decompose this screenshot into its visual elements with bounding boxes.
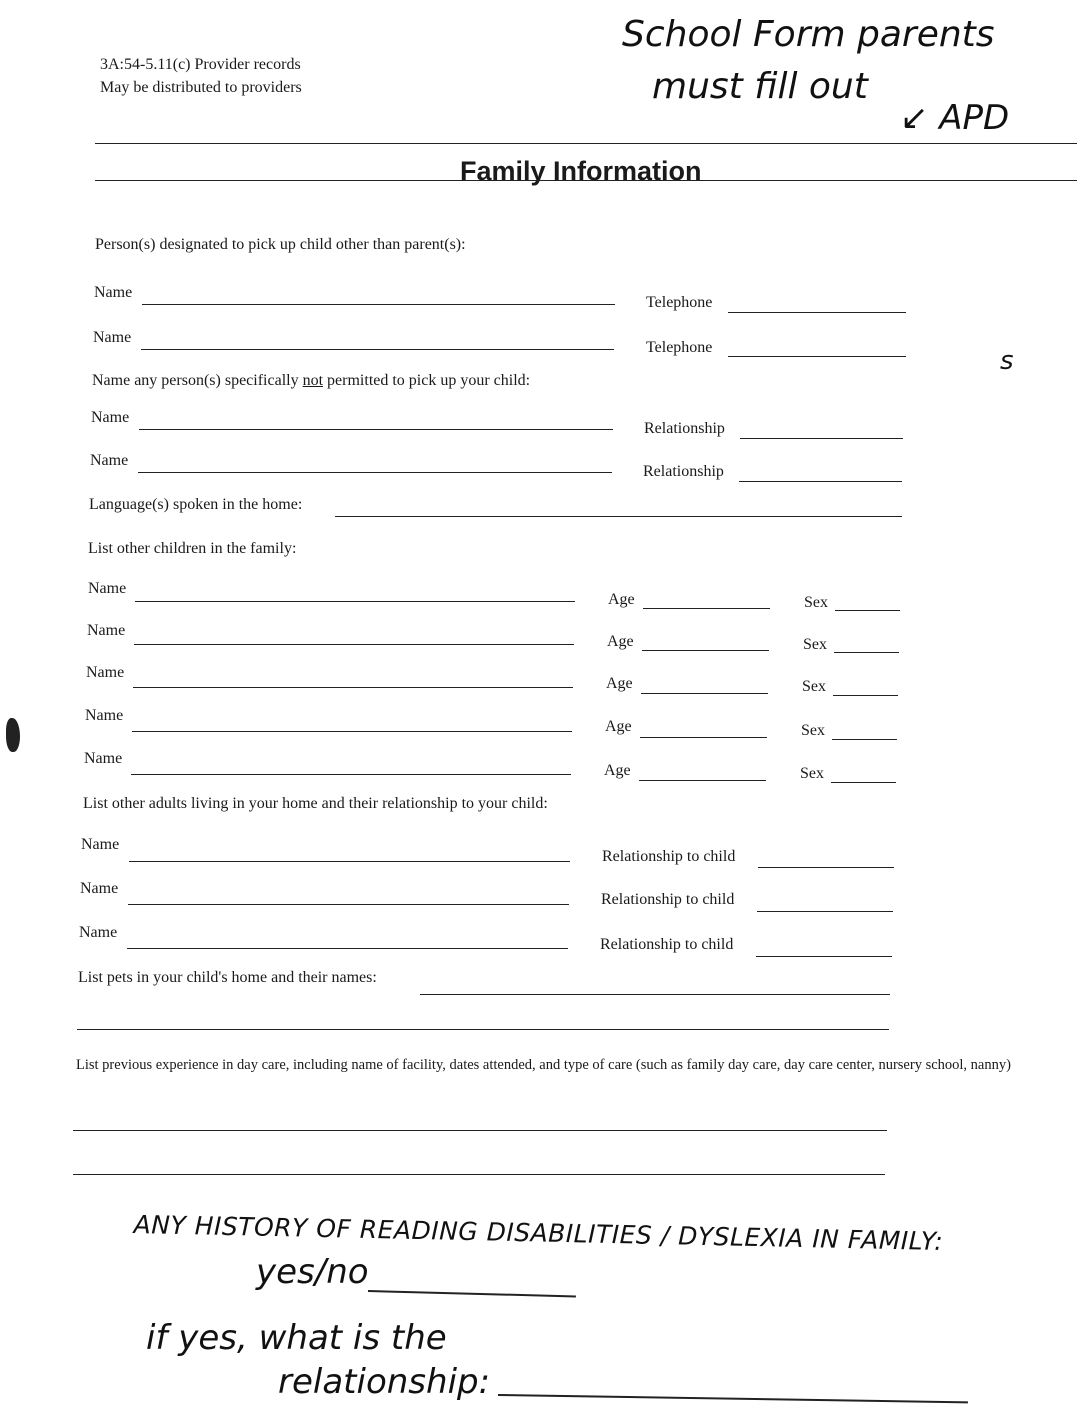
handwritten-relationship: relationship:: [278, 1362, 491, 1402]
form-code: 3A:54-5.11(c) Provider records: [100, 56, 301, 73]
not-permitted-heading-end: permitted to pick up your child:: [323, 372, 531, 389]
adult-relationship-field[interactable]: [756, 956, 892, 957]
not-permitted-name-field[interactable]: [138, 472, 612, 473]
pets-label: List pets in your child's home and their names:: [78, 969, 377, 986]
pets-field-continued[interactable]: [77, 1029, 889, 1030]
child-name-label: Name: [85, 707, 124, 724]
child-sex-label: Sex: [803, 636, 827, 653]
adult-name-label: Name: [79, 924, 118, 941]
child-name-label: Name: [84, 750, 123, 767]
page-title: Family Information: [460, 156, 702, 186]
adult-relationship-label: Relationship to child: [600, 936, 734, 953]
adult-name-label: Name: [80, 880, 119, 897]
child-age-label: Age: [605, 718, 632, 735]
child-age-field[interactable]: [640, 737, 767, 738]
languages-label: Language(s) spoken in the home:: [89, 496, 303, 513]
child-name-field[interactable]: [134, 644, 574, 645]
not-emphasis: not: [302, 372, 324, 389]
child-age-label: Age: [608, 591, 635, 608]
daycare-field-line2[interactable]: [73, 1174, 885, 1175]
pickup-telephone-label: Telephone: [646, 339, 713, 356]
not-permitted-name-label: Name: [91, 409, 130, 426]
pickup-telephone-label: Telephone: [646, 294, 713, 311]
handwritten-arrow-apd: ↙ APD: [900, 98, 1010, 138]
not-permitted-heading: [92, 372, 530, 390]
child-name-label: Name: [86, 664, 125, 681]
pickup-name-label: Name: [93, 329, 132, 346]
child-age-label: Age: [606, 675, 633, 692]
child-sex-field[interactable]: [833, 695, 898, 696]
not-permitted-name-field[interactable]: [139, 429, 613, 430]
child-name-field[interactable]: [133, 687, 573, 688]
handwritten-yes-no: yes/no: [256, 1252, 369, 1292]
daycare-field-line1[interactable]: [73, 1130, 887, 1131]
adult-relationship-field[interactable]: [757, 911, 893, 912]
child-age-field[interactable]: [643, 608, 770, 609]
child-sex-field[interactable]: [835, 610, 900, 611]
languages-field[interactable]: [335, 516, 902, 517]
child-sex-field[interactable]: [831, 782, 896, 783]
handwritten-note-line1: School Form parents: [622, 14, 995, 55]
relationship-answer-line[interactable]: [498, 1394, 968, 1403]
not-permitted-heading-start: Name any person(s) specifically: [92, 372, 303, 389]
child-sex-label: Sex: [804, 594, 828, 611]
child-sex-label: Sex: [800, 765, 824, 782]
child-name-field[interactable]: [135, 601, 575, 602]
pickup-name-label: Name: [94, 284, 133, 301]
handwritten-if-yes: if yes, what is the: [146, 1318, 447, 1358]
child-name-field[interactable]: [131, 774, 571, 775]
child-age-field[interactable]: [639, 780, 766, 781]
child-age-field[interactable]: [641, 693, 768, 694]
pickup-heading: Person(s) designated to pick up child other than parent(s):: [95, 236, 466, 253]
adult-name-field[interactable]: [129, 861, 570, 862]
not-permitted-relationship-label: Relationship: [643, 463, 724, 480]
pickup-name-field[interactable]: [142, 304, 615, 305]
child-name-label: Name: [87, 622, 126, 639]
not-permitted-relationship-field[interactable]: [739, 481, 902, 482]
child-sex-label: Sex: [802, 678, 826, 695]
header-rule-bottom: [95, 180, 1077, 181]
child-name-label: Name: [88, 580, 127, 597]
children-heading: List other children in the family:: [88, 540, 297, 557]
pickup-telephone-field[interactable]: [728, 356, 906, 357]
yes-no-answer-line[interactable]: [368, 1290, 576, 1297]
child-sex-label: Sex: [801, 722, 825, 739]
handwritten-note-line2: must fill out: [652, 66, 868, 107]
distribution-note: May be distributed to providers: [100, 79, 302, 96]
child-age-label: Age: [607, 633, 634, 650]
adult-name-label: Name: [81, 836, 120, 853]
not-permitted-name-label: Name: [90, 452, 129, 469]
margin-mark: s: [1000, 346, 1014, 376]
child-name-field[interactable]: [132, 731, 572, 732]
scan-smudge: [6, 718, 20, 752]
adults-heading: List other adults living in your home and their relationship to your child:: [83, 795, 548, 812]
adult-relationship-label: Relationship to child: [601, 891, 735, 908]
adult-name-field[interactable]: [127, 948, 568, 949]
child-age-field[interactable]: [642, 650, 769, 651]
adult-relationship-field[interactable]: [758, 867, 894, 868]
header-rule-top: [95, 143, 1077, 144]
adult-name-field[interactable]: [128, 904, 569, 905]
pickup-telephone-field[interactable]: [728, 312, 906, 313]
pets-field[interactable]: [420, 994, 890, 995]
adult-relationship-label: Relationship to child: [602, 848, 736, 865]
daycare-instructions: List previous experience in day care, including name of facility, dates attended, and type of care (such as family day care, day care center, nursery school, nanny): [76, 1057, 1011, 1073]
child-sex-field[interactable]: [834, 652, 899, 653]
handwritten-dyslexia-question: ANY HISTORY OF READING DISABILITIES / DYSLEXIA IN FAMILY:: [133, 1210, 944, 1256]
child-age-label: Age: [604, 762, 631, 779]
child-sex-field[interactable]: [832, 739, 897, 740]
not-permitted-relationship-label: Relationship: [644, 420, 725, 437]
pickup-name-field[interactable]: [141, 349, 614, 350]
not-permitted-relationship-field[interactable]: [740, 438, 903, 439]
